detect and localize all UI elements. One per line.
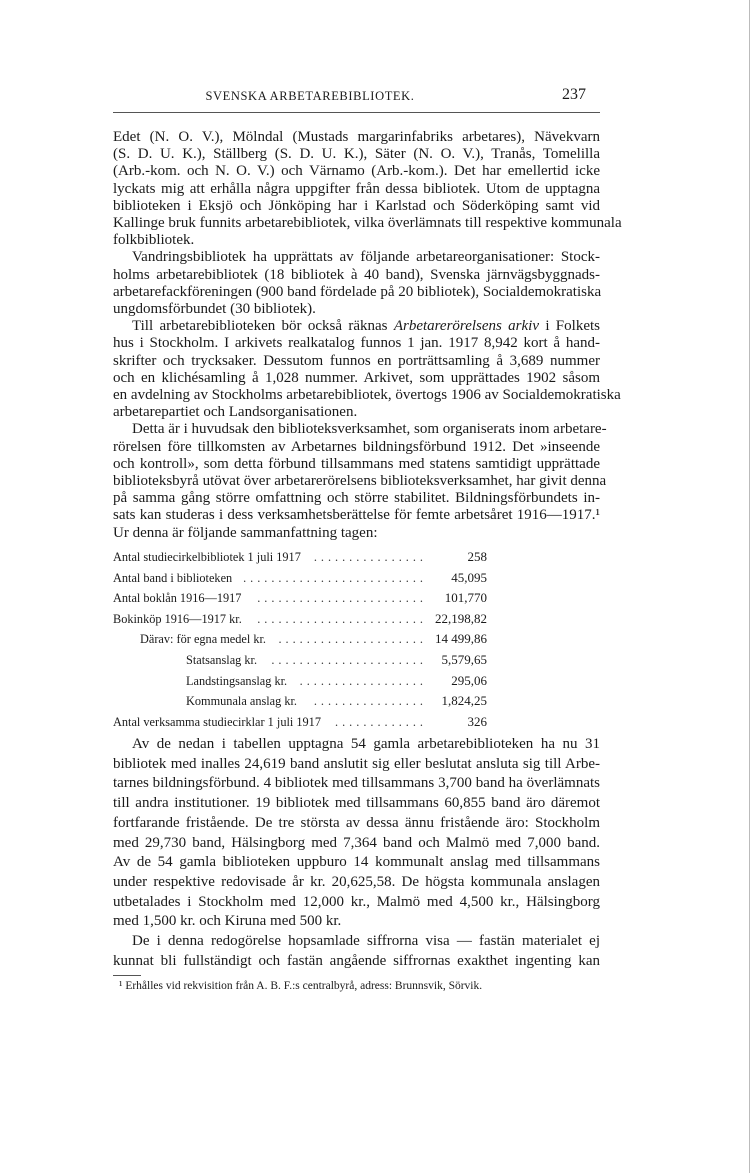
line-text: bibliotek med inalles 24,619 band anslutit sig eller beslutat ansluta sig till Arbe- [113, 755, 600, 772]
line-text: Av de 54 gamla biblioteken uppburo 14 kommunalt anslag med tillsammans [113, 854, 600, 871]
line-text: under respektive redovisade år kr. 20,625,58. De högsta kommunala anslagen [113, 873, 600, 890]
row-value: 326 [467, 713, 487, 729]
line-text-post: i Folkets [539, 318, 600, 335]
line-text: lyckats mig att erhålla några uppgifter från dessa bibliotek. Utom de upptagna [113, 180, 600, 197]
table-row [113, 590, 493, 606]
text-line [132, 736, 600, 752]
line-text: (S. D. U. K.), Ställberg (S. D. U. K.), Säter (N. O. V.), Tranås, Tomelilla [113, 146, 600, 163]
line-text: sats kan studeras i dess verksamhetsberättelse för femte arbetsåret 1916—1917.¹ [113, 507, 600, 524]
line-text: till andra institutioner. 19 bibliotek med tillsammans 60,855 band äro däremot [113, 795, 600, 812]
leader-dots: ..................... [278, 632, 427, 647]
line-text: Ur denna är följande sammanfattning tagen: [113, 524, 378, 541]
row-label: Antal boklån 1916—1917 [113, 591, 242, 606]
text-line [113, 815, 600, 831]
line-text: hus i Stockholm. I arkivets realkatalog funnos 1 jan. 1917 8,942 kort å hand- [113, 335, 600, 352]
table-row [113, 631, 493, 647]
text-line [113, 215, 622, 231]
line-text: folkbibliotek. [113, 232, 195, 249]
line-text: biblioteksbyrå utövat över arbetarerörelsens biblioteksverksamhet, har givit denna [113, 473, 607, 489]
table-row [113, 652, 493, 668]
leader-dots: .................. [299, 673, 427, 688]
text-line [132, 933, 600, 949]
row-value: 1,824,25 [441, 693, 487, 709]
line-text: skrifter och trycksaker. Dessutom funnos en porträttsamling å 3,689 nummer [113, 352, 600, 369]
line-text: arbetarefackföreningen (900 band fördelade på 20 bibliotek), Socialdemokratiska [113, 283, 602, 300]
table-row [113, 611, 493, 627]
line-text: på samma gång större omfattning och större stabilitet. Bildningsförbundets in- [113, 490, 600, 507]
row-value: 258 [467, 549, 487, 564]
page-edge [749, 0, 750, 1173]
header-rule [113, 112, 600, 113]
italic-title: Arbetarerörelsens arkiv [393, 318, 539, 335]
text-line [113, 913, 600, 929]
line-text: fortfarande fristående. De tre största av dessa ännu fristående äro: Stockholm [113, 814, 600, 831]
row-label: Statsanslag kr. [186, 653, 258, 667]
text-line [113, 456, 600, 472]
text-line [113, 756, 600, 772]
text-line [113, 490, 600, 506]
line-text: (Arb.-kom. och N. O. V.) och Värnamo (Arb.-kom.). Det har emellertid icke [113, 163, 600, 180]
line-text: Detta är i huvudsak den biblioteksverksamhet, som organiserats inom arbetare- [132, 421, 607, 438]
row-label: Antal verksamma studiecirklar 1 juli 1917 [113, 714, 321, 729]
text-line [113, 404, 600, 420]
line-text: arbetarepartiet och Landsorganisationen. [113, 404, 358, 421]
row-label: Antal studiecirkelbibliotek 1 juli 1917 [113, 550, 301, 564]
leader-dots: ................ [313, 550, 427, 564]
table-row [113, 549, 493, 565]
text-line [132, 249, 600, 265]
text-line [113, 129, 600, 145]
line-text: utbetalades i Stockholm med 12,000 kr., Malmö med 4,500 kr., Hälsingborg [113, 893, 600, 910]
text-line [132, 421, 607, 438]
text-line [113, 507, 600, 523]
text-line [113, 335, 600, 351]
footnote-rule [113, 975, 141, 976]
line-text: rörelsen före tillkomsten av Arbetarnes bildningsförbund 1912. Det »inseende [113, 438, 600, 455]
line-text: biblioteken i Eksjö och Jönköping har i Karlstad och Söderköping samt vid [113, 197, 600, 214]
text-line [113, 198, 600, 214]
table-row [113, 570, 493, 586]
running-header: SVENSKA ARBETAREBIBLIOTEK. [205, 89, 415, 103]
text-line [113, 232, 600, 248]
row-value: 14 499,86 [435, 631, 487, 647]
leader-dots: ...................... [271, 653, 427, 667]
text-line [113, 874, 600, 890]
row-label: Därav: för egna medel kr. [140, 632, 266, 647]
leader-dots: ................ [313, 694, 427, 709]
text-line [113, 439, 600, 455]
line-text: De i denna redogörelse hopsamlade siffrorna visa — fastän materialet ej [132, 933, 600, 949]
footnote: ¹ Erhålles vid rekvisition från A. B. F.:s centralbyrå, adress: Brunnsvik, Sörvik. [119, 980, 483, 992]
table-row [113, 714, 493, 730]
line-text: med 29,730 band, Hälsingborg med 7,364 band och Malmö med 7,000 band. [113, 834, 600, 851]
text-line [113, 370, 600, 386]
row-value: 5,579,65 [441, 652, 487, 667]
line-text: och kontroll», som detta förbund tillsammans med statens samtidigt upprättade [113, 455, 600, 472]
leader-dots: .......................... [243, 570, 427, 585]
line-text: holms arbetarebibliotek (18 bibliotek à 40 band), Svenska järnvägsbyggnads- [113, 266, 600, 283]
table-row [113, 673, 493, 689]
text-line [113, 163, 600, 179]
line-text: Av de nedan i tabellen upptagna 54 gamla arbetarebiblioteken ha nu 31 [132, 736, 600, 752]
line-text: med 1,500 kr. och Kiruna med 500 kr. [113, 913, 342, 930]
text-line [113, 894, 600, 910]
line-text: och en klichésamling å 1,028 nummer. Arkivet, som upprättades 1902 såsom [113, 369, 600, 386]
text-line [113, 835, 600, 851]
text-line [113, 146, 600, 162]
text-line [113, 353, 600, 369]
text-line [113, 267, 600, 283]
text-line [132, 318, 600, 334]
row-value: 101,770 [444, 590, 487, 606]
leader-dots: ........................ [257, 591, 427, 606]
text-line [113, 284, 600, 300]
row-label: Bokinköp 1916—1917 kr. [113, 611, 242, 626]
line-text: Kallinge bruk funnits arbetarebibliotek, vilka överlämnats till respektive kommunala [113, 215, 622, 231]
line-text: tarnes bildningsförbund. 4 bibliotek med tillsammans 3,700 band ha överlämnats [113, 775, 600, 792]
text-line [113, 181, 600, 197]
text-line [113, 387, 621, 403]
text-line [113, 301, 600, 317]
row-value: 45,095 [451, 569, 487, 585]
row-value: 22,198,82 [435, 610, 487, 626]
leader-dots: ............. [335, 714, 427, 729]
row-label: Antal band i biblioteken [113, 570, 233, 585]
line-text: Edet (N. O. V.), Mölndal (Mustads margarinfabriks arbetares), Nävekvarn [113, 129, 600, 145]
line-text: ungdomsförbundet (30 bibliotek). [113, 301, 316, 317]
line-text: Till arbetarebiblioteken bör också räknas [132, 318, 394, 335]
line-text: en avdelning av Stockholms arbetarebibliotek, övertogs 1906 av Socialdemokratiska [113, 387, 621, 403]
table-row [113, 693, 493, 709]
leader-dots: ........................ [257, 611, 427, 626]
line-text: Vandringsbibliotek ha upprättats av följande arbetareorganisationer: Stock- [132, 249, 600, 266]
text-line [113, 854, 600, 870]
text-line [113, 953, 600, 969]
line-text: kunnat bli fullständigt och fastän angående siffrornas exakthet ingenting kan [113, 952, 600, 969]
row-value: 295,06 [451, 672, 487, 688]
text-line [113, 775, 600, 791]
text-line [113, 525, 600, 541]
row-label: Kommunala anslag kr. [186, 694, 297, 709]
text-line [113, 795, 600, 811]
text-line [113, 473, 607, 489]
row-label: Landstingsanslag kr. [186, 673, 288, 688]
page-number: 237 [562, 86, 586, 103]
